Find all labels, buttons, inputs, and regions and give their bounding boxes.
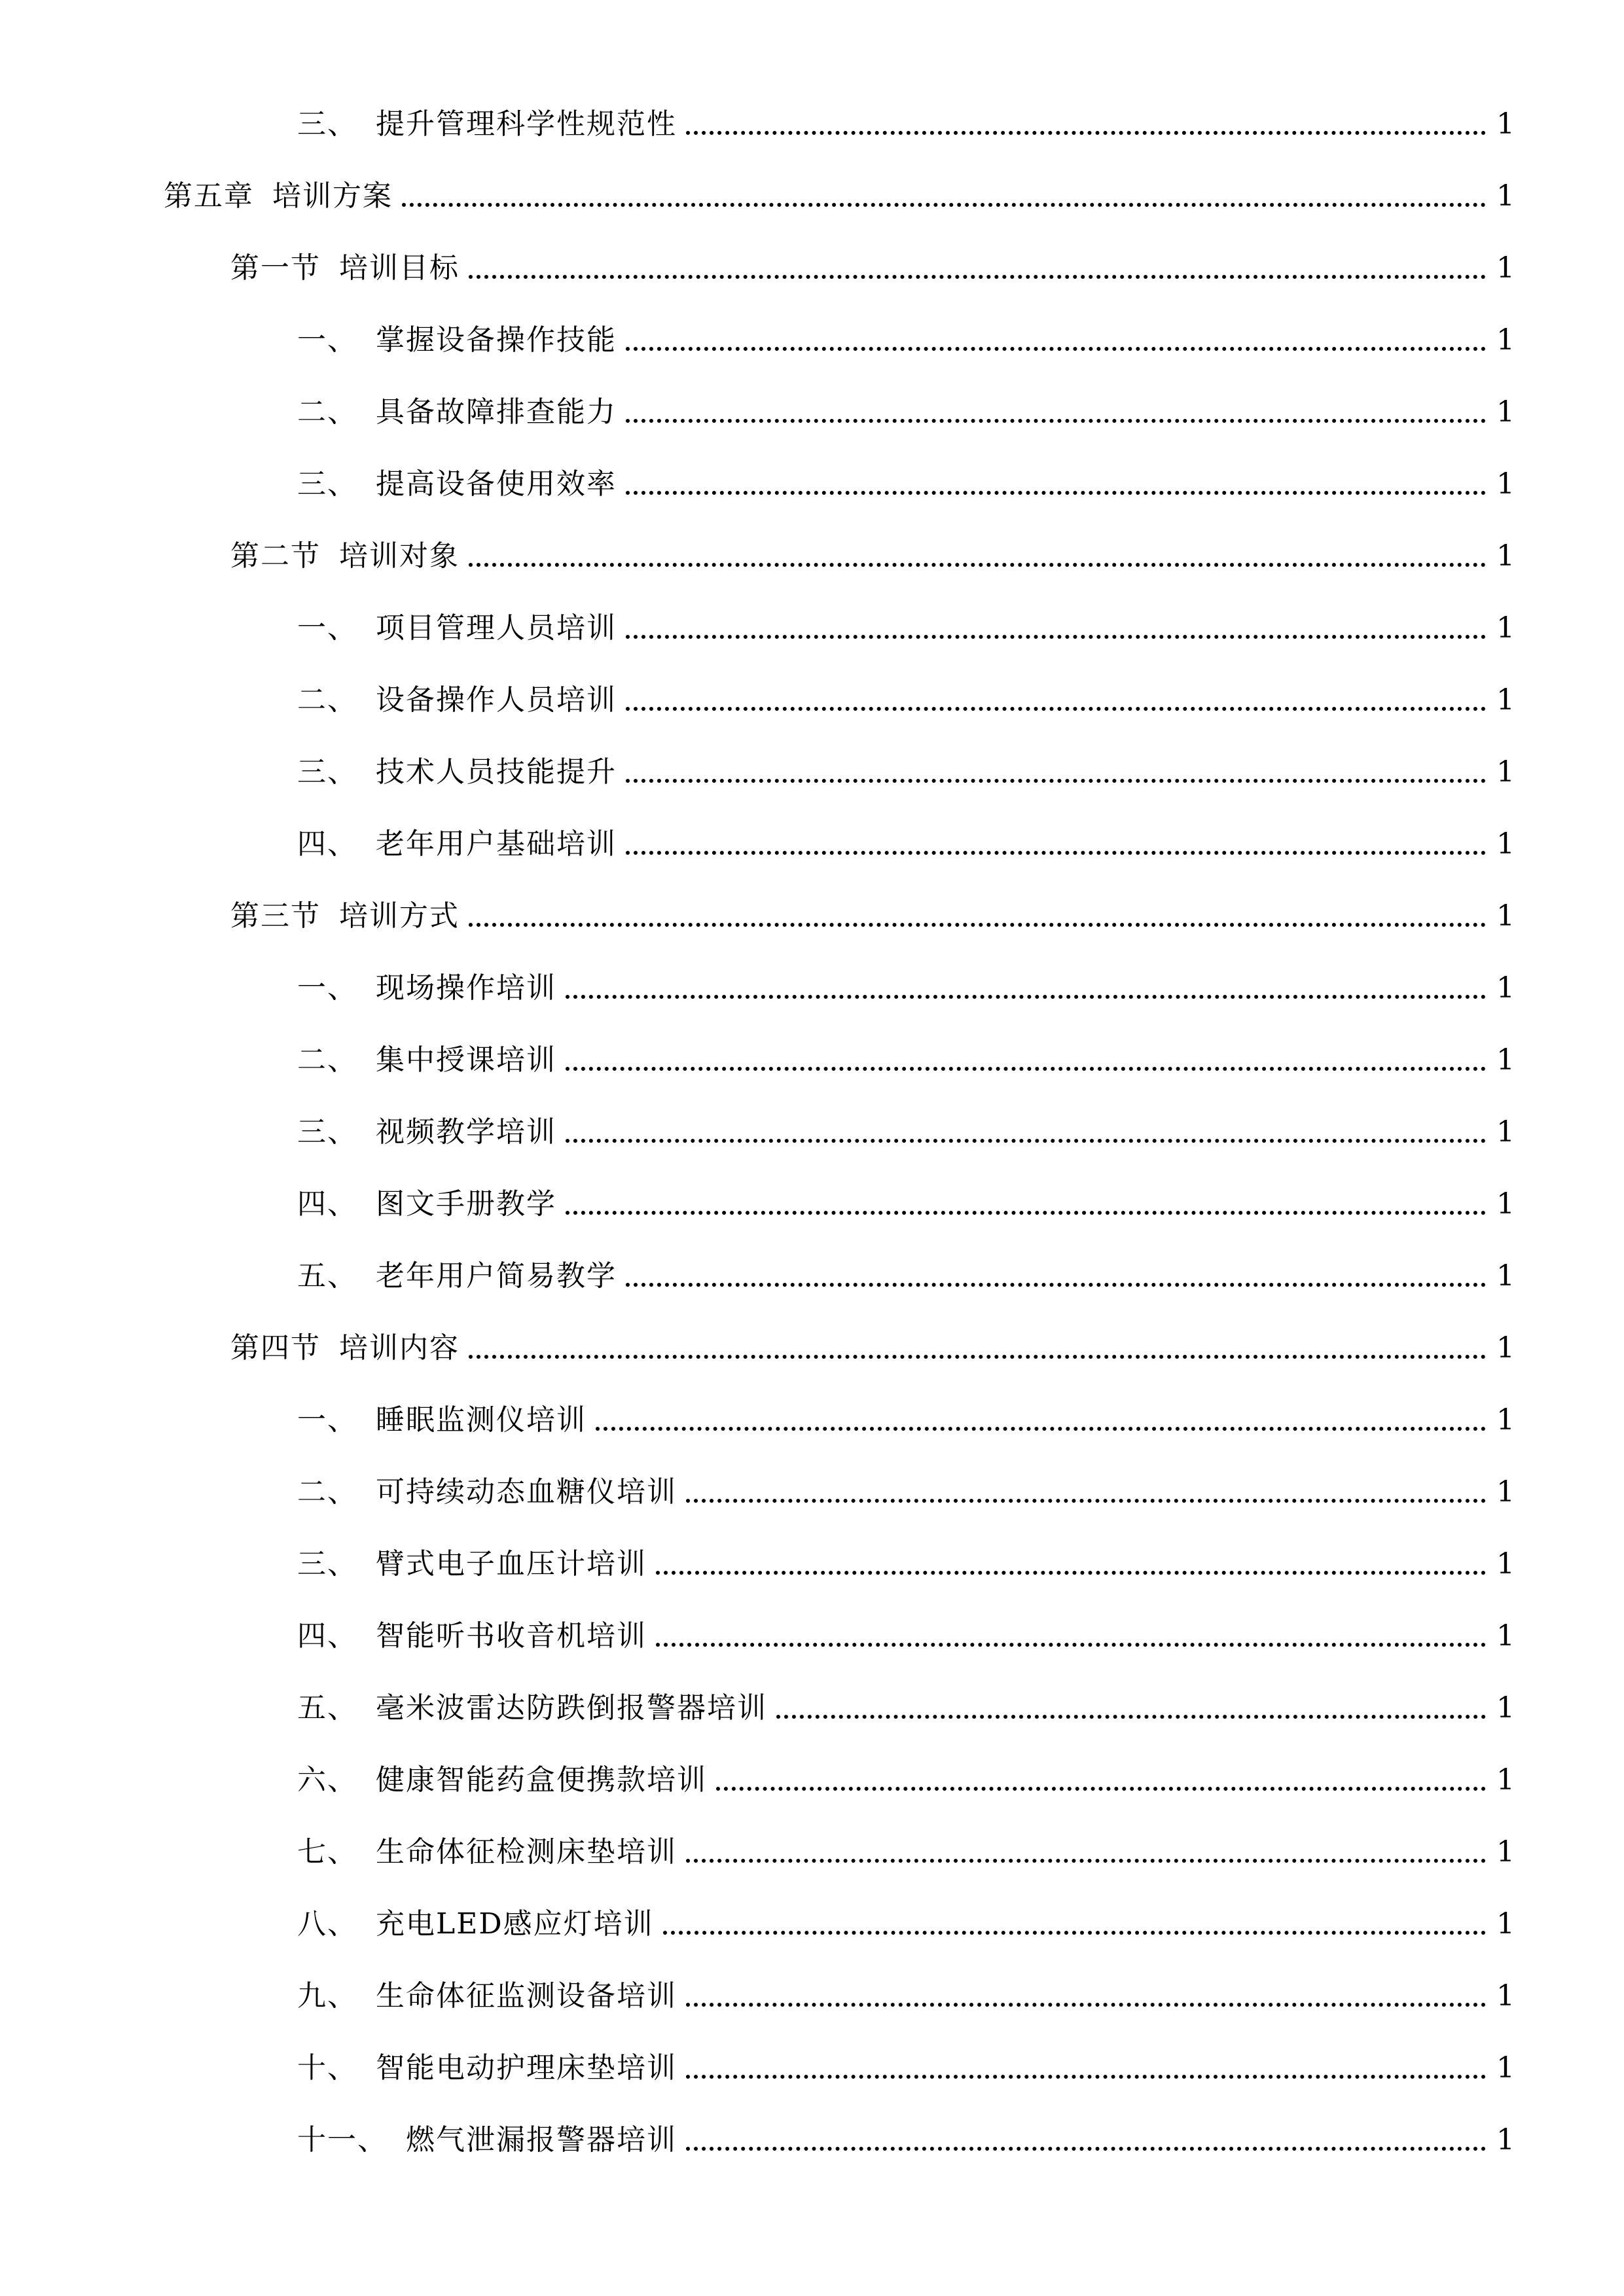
toc-entry[interactable] [297, 962, 1515, 1008]
toc-dot-leader [566, 995, 1486, 999]
toc-dot-leader [686, 1859, 1486, 1863]
toc-page-number: 1 [1496, 107, 1515, 141]
toc-entry-number: 三、 [297, 755, 357, 789]
toc-page-number: 1 [1496, 1763, 1515, 1797]
toc-entry-title: 项目管理人员培训 [376, 611, 617, 645]
toc-entry-title: 具备故障排查能力 [376, 395, 617, 429]
toc-entry[interactable] [297, 1394, 1515, 1440]
toc-entry-title: 可持续动态血糖仪培训 [376, 1475, 677, 1509]
toc-entry-number: 一、 [297, 611, 357, 645]
toc-entry-title: 培训目标 [339, 251, 460, 285]
toc-dot-leader [626, 707, 1486, 711]
toc-entry-title: 技术人员技能提升 [376, 755, 617, 789]
toc-entry[interactable] [297, 1034, 1515, 1080]
toc-entry-number: 第二节 [230, 539, 321, 573]
toc-dot-leader [663, 1931, 1486, 1935]
toc-dot-leader [469, 275, 1486, 279]
toc-page-number: 1 [1496, 467, 1515, 501]
toc-entry[interactable] [297, 1826, 1515, 1872]
toc-entry[interactable] [297, 674, 1515, 720]
toc-dot-leader [686, 2075, 1486, 2079]
toc-entry-number: 二、 [297, 683, 357, 717]
toc-dot-leader [566, 1211, 1486, 1215]
toc-entry-title: 智能电动护理床垫培训 [376, 2051, 677, 2085]
toc-dot-leader [469, 923, 1486, 927]
toc-entry-title: 智能听书收音机培训 [376, 1619, 647, 1653]
toc-page-number: 1 [1496, 1835, 1515, 1869]
toc-entry-number: 四、 [297, 827, 357, 861]
toc-dot-leader [469, 1355, 1486, 1359]
toc-page-number: 1 [1496, 1043, 1515, 1077]
toc-entry[interactable] [230, 1322, 1515, 1368]
toc-page-number: 1 [1496, 2123, 1515, 2157]
toc-entry-number: 十一、 [297, 2123, 388, 2157]
toc-dot-leader [776, 1715, 1486, 1719]
toc-page-number: 1 [1496, 1619, 1515, 1653]
toc-entry[interactable] [297, 818, 1515, 864]
toc-page-number: 1 [1496, 1259, 1515, 1293]
toc-dot-leader [686, 131, 1486, 135]
toc-page-number: 1 [1496, 251, 1515, 285]
toc-dot-leader [566, 1067, 1486, 1071]
toc-entry[interactable] [230, 242, 1515, 288]
toc-entry[interactable] [230, 530, 1515, 576]
toc-page-number: 1 [1496, 1403, 1515, 1437]
toc-dot-leader [656, 1571, 1486, 1575]
toc-entry-title: 培训对象 [339, 539, 460, 573]
toc-entry[interactable] [297, 1754, 1515, 1800]
toc-page-number: 1 [1496, 755, 1515, 789]
toc-entry-number: 三、 [297, 107, 357, 141]
toc-entry[interactable] [297, 746, 1515, 792]
toc-dot-leader [626, 347, 1486, 351]
toc-entry-number: 第五章 [164, 179, 254, 213]
toc-entry[interactable] [297, 98, 1515, 144]
toc-entry[interactable] [297, 1970, 1515, 2016]
toc-entry-number: 一、 [297, 971, 357, 1005]
toc-entry[interactable] [164, 170, 1515, 216]
toc-entry-number: 二、 [297, 1043, 357, 1077]
toc-entry-number: 四、 [297, 1187, 357, 1221]
toc-page-number: 1 [1496, 1547, 1515, 1581]
toc-entry-number: 十、 [297, 2051, 357, 2085]
toc-entry-number: 八、 [297, 1907, 357, 1941]
toc-entry-title: 现场操作培训 [376, 971, 556, 1005]
toc-entry-title: 视频教学培训 [376, 1115, 556, 1149]
toc-dot-leader [626, 635, 1486, 639]
toc-entry[interactable] [297, 1178, 1515, 1224]
toc-entry-title: 睡眠监测仪培训 [376, 1403, 586, 1437]
toc-dot-leader [626, 1283, 1486, 1287]
toc-entry-number: 五、 [297, 1691, 357, 1725]
toc-page-number: 1 [1496, 1907, 1515, 1941]
toc-entry[interactable] [297, 1538, 1515, 1584]
toc-entry-title: 健康智能药盒便携款培训 [376, 1763, 707, 1797]
toc-entry-title: 毫米波雷达防跌倒报警器培训 [376, 1691, 767, 1725]
toc-entry-title: 生命体征监测设备培训 [376, 1979, 677, 2013]
toc-entry-title: 培训方式 [339, 899, 460, 933]
toc-entry-title: 老年用户基础培训 [376, 827, 617, 861]
toc-entry-number: 一、 [297, 323, 357, 357]
toc-entry-number: 第四节 [230, 1331, 321, 1365]
toc-entry[interactable] [297, 2042, 1515, 2088]
toc-entry-number: 五、 [297, 1259, 357, 1293]
toc-entry-number: 四、 [297, 1619, 357, 1653]
toc-dot-leader [626, 851, 1486, 855]
toc-entry[interactable] [297, 1106, 1515, 1152]
toc-dot-leader [716, 1787, 1486, 1791]
toc-page-number: 1 [1496, 1331, 1515, 1365]
toc-entry-number: 第一节 [230, 251, 321, 285]
toc-dot-leader [686, 1499, 1486, 1503]
toc-page-number: 1 [1496, 539, 1515, 573]
toc-entry-number: 第三节 [230, 899, 321, 933]
toc-dot-leader [626, 491, 1486, 495]
toc-page-number: 1 [1496, 611, 1515, 645]
toc-page-number: 1 [1496, 1979, 1515, 2013]
toc-entry-title: 充电LED感应灯培训 [376, 1907, 654, 1941]
toc-entry-title: 老年用户简易教学 [376, 1259, 617, 1293]
toc-entry-title: 燃气泄漏报警器培训 [406, 2123, 677, 2157]
toc-entry-number: 二、 [297, 395, 357, 429]
toc-entry-number: 七、 [297, 1835, 357, 1869]
toc-page-number: 1 [1496, 971, 1515, 1005]
toc-page-number: 1 [1496, 395, 1515, 429]
toc-page-number: 1 [1496, 1115, 1515, 1149]
toc-entry-title: 提高设备使用效率 [376, 467, 617, 501]
toc-dot-leader [402, 203, 1486, 207]
toc-entry-number: 二、 [297, 1475, 357, 1509]
toc-entry[interactable] [297, 1682, 1515, 1728]
toc-entry-number: 三、 [297, 1115, 357, 1149]
toc-page-number: 1 [1496, 1475, 1515, 1509]
toc-entry[interactable] [297, 1610, 1515, 1656]
toc-page-number: 1 [1496, 827, 1515, 861]
toc-entry-number: 三、 [297, 467, 357, 501]
toc-entry-title: 提升管理科学性规范性 [376, 107, 677, 141]
toc-page-number: 1 [1496, 1691, 1515, 1725]
toc-entry[interactable] [297, 1250, 1515, 1296]
toc-entry[interactable] [297, 458, 1515, 504]
toc-entry[interactable] [297, 1898, 1515, 1944]
toc-dot-leader [566, 1139, 1486, 1143]
toc-dot-leader [656, 1643, 1486, 1647]
toc-entry-number: 九、 [297, 1979, 357, 2013]
toc-entry[interactable] [297, 2114, 1515, 2160]
toc-page-number: 1 [1496, 683, 1515, 717]
toc-entry-title: 集中授课培训 [376, 1043, 556, 1077]
toc-entry[interactable] [297, 386, 1515, 432]
toc-dot-leader [596, 1427, 1486, 1431]
toc-entry-title: 臂式电子血压计培训 [376, 1547, 647, 1581]
toc-page-number: 1 [1496, 323, 1515, 357]
toc-entry-title: 生命体征检测床垫培训 [376, 1835, 677, 1869]
toc-entry-number: 六、 [297, 1763, 357, 1797]
toc-entry-title: 掌握设备操作技能 [376, 323, 617, 357]
toc-page-number: 1 [1496, 2051, 1515, 2085]
toc-entry[interactable] [230, 890, 1515, 936]
toc-dot-leader [469, 563, 1486, 567]
toc-page-number: 1 [1496, 179, 1515, 213]
toc-entry[interactable] [297, 602, 1515, 648]
toc-dot-leader [686, 2003, 1486, 2007]
toc-dot-leader [626, 779, 1486, 783]
toc-page-number: 1 [1496, 1187, 1515, 1221]
toc-page-number: 1 [1496, 899, 1515, 933]
toc-entry-title: 培训方案 [272, 179, 393, 213]
toc-dot-leader [626, 419, 1486, 423]
toc-entry-title: 培训内容 [339, 1331, 460, 1365]
toc-entry[interactable] [297, 1466, 1515, 1512]
toc-dot-leader [686, 2147, 1486, 2151]
toc-entry[interactable] [297, 314, 1515, 360]
toc-entry-number: 一、 [297, 1403, 357, 1437]
toc-entry-title: 设备操作人员培训 [376, 683, 617, 717]
toc-entry-number: 三、 [297, 1547, 357, 1581]
toc-entry-title: 图文手册教学 [376, 1187, 556, 1221]
